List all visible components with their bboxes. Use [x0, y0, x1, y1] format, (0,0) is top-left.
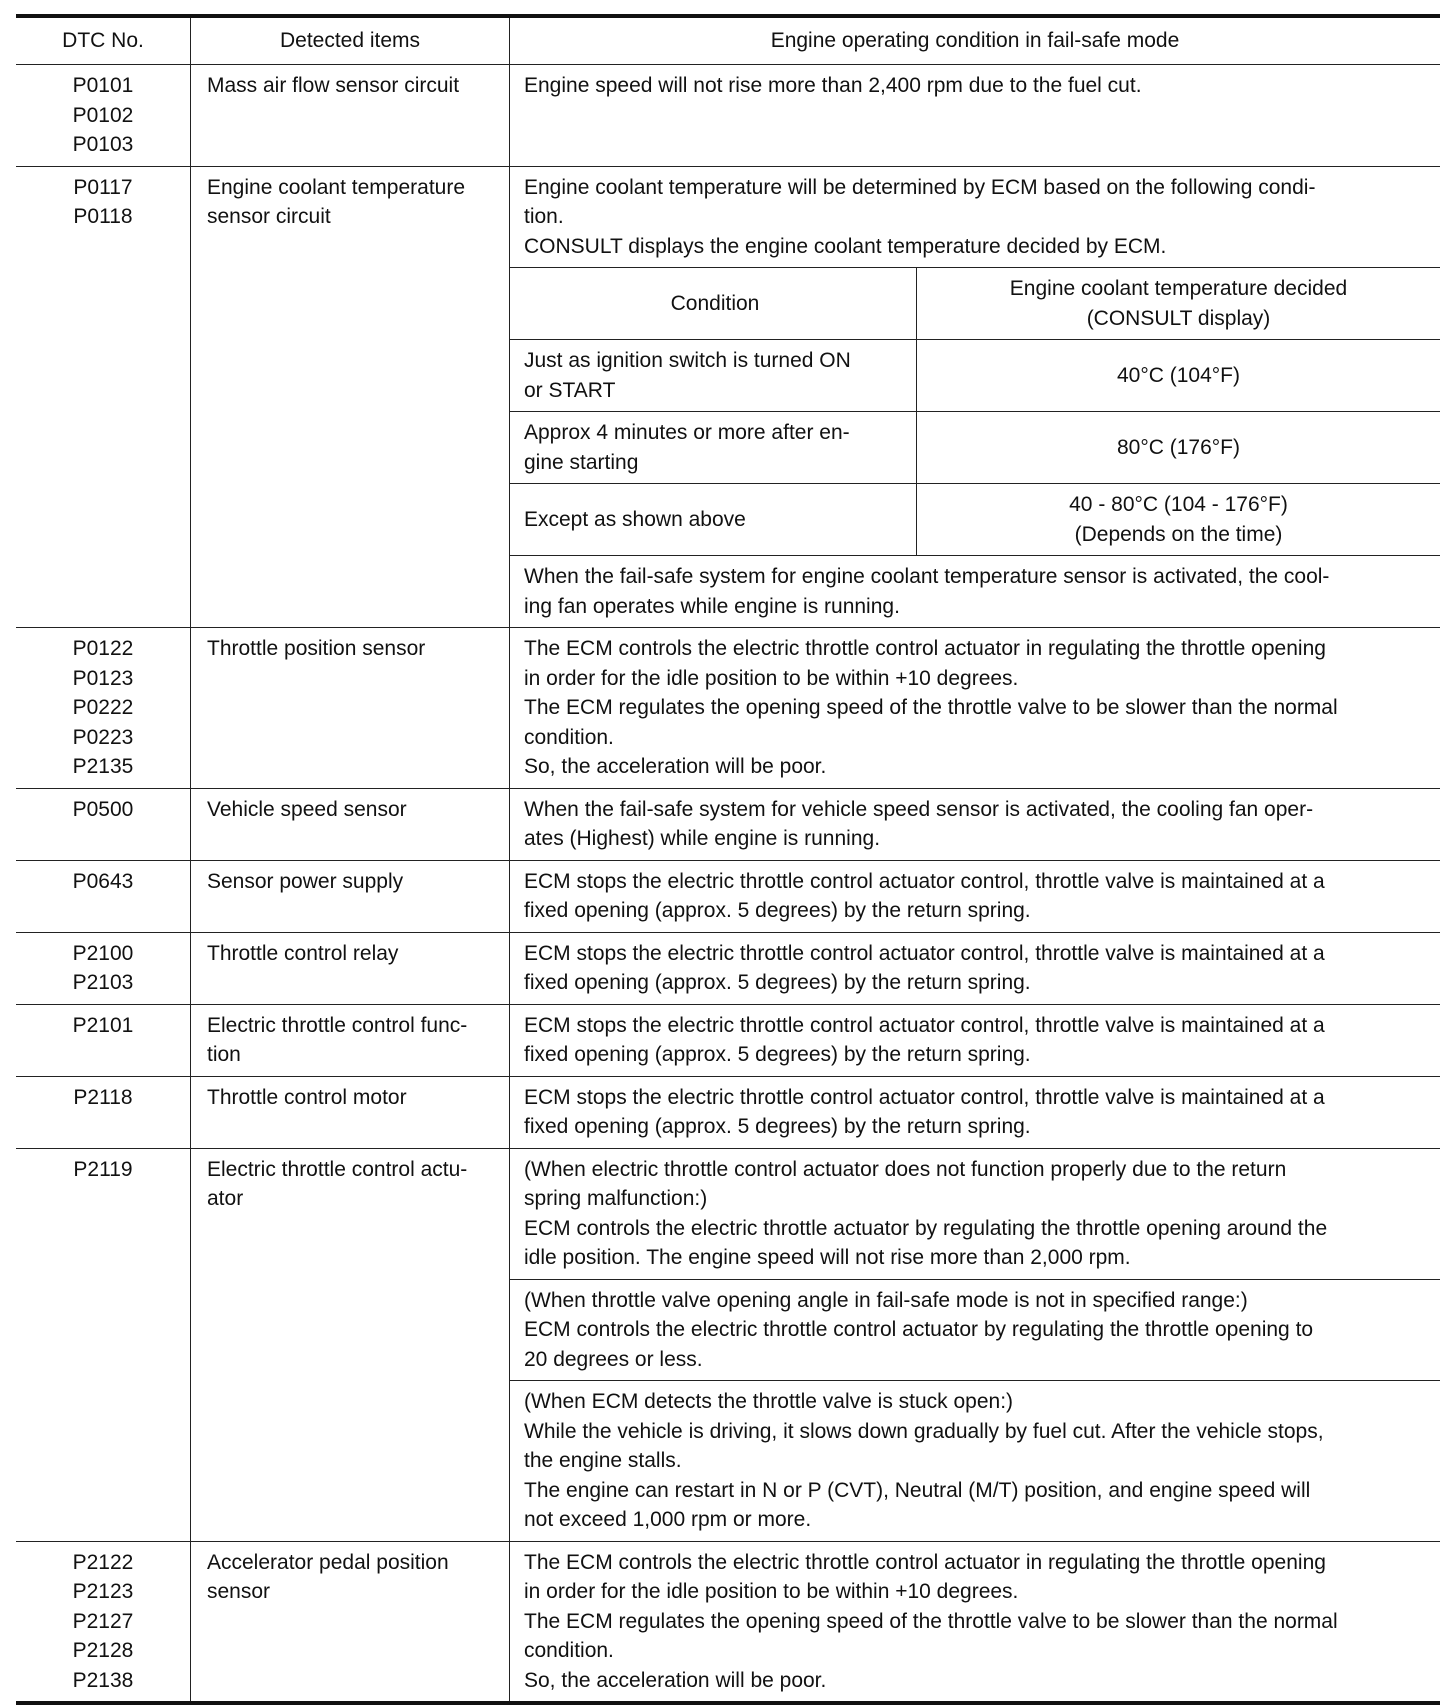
detected-item-text: tion [207, 1043, 241, 1066]
condition-cell [510, 860, 1441, 932]
inner-condition-line: or START [524, 378, 616, 402]
detected-item-cell [191, 932, 510, 1004]
cooling-fan-note [510, 555, 1440, 627]
detected-item-text: Vehicle speed sensor [207, 797, 407, 821]
condition-line: The ECM regulates the opening speed of the throttle valve to be slower than the normal [524, 1609, 1338, 1633]
condition-text [510, 1005, 1440, 1076]
inner-row [510, 412, 1440, 484]
detected-item-text: Throttle position sensor [207, 637, 426, 660]
dtc-code: P0102 [72, 103, 134, 127]
detected-item-text: Engine coolant temperature [207, 175, 465, 199]
condition-text [510, 628, 1440, 788]
dtc-code: P2123 [72, 1580, 134, 1603]
condition-block [510, 1279, 1440, 1381]
dtc-cell [16, 1148, 191, 1541]
condition-line: When the fail-safe system for vehicle speed sensor is activated, the cooling fan oper- [524, 797, 1314, 821]
dtc-code: P2118 [73, 1085, 133, 1109]
inner-condition-line: Except as shown above [524, 507, 746, 531]
detected-item-text: Sensor power supply [207, 869, 404, 893]
detected-item-text: sensor circuit [207, 205, 331, 228]
condition-line: fixed opening (approx. 5 degrees) by the return spring. [524, 899, 1031, 922]
condition-line: idle position. The engine speed will not rise more than 2,000 rpm. [524, 1246, 1131, 1269]
condition-line: So, the acceleration will be poor. [524, 755, 827, 778]
header-dtc-no: DTC No. [16, 16, 191, 65]
dtc-code: P2128 [72, 1639, 134, 1662]
detected-item-cell [191, 166, 510, 628]
dtc-code: P0103 [72, 133, 134, 156]
dtc-code: P0122 [72, 637, 134, 660]
condition-line: Engine speed will not rise more than 2,400 rpm due to the fuel cut. [524, 74, 1142, 97]
inner-temperature-line: 80°C (176°F) [1116, 435, 1240, 459]
header-detected-items: Detected items [191, 16, 510, 65]
condition-text [510, 1077, 1440, 1148]
dtc-code: P0500 [72, 797, 134, 821]
condition-line: When the fail-safe system for engine coolant temperature sensor is activated, the cool- [524, 565, 1330, 588]
condition-cell [510, 65, 1441, 167]
condition-line: While the vehicle is driving, it slows down gradually by fuel cut. After the vehicle stops, [524, 1419, 1324, 1443]
dtc-code: P2122 [72, 1550, 134, 1574]
inner-condition-cell [510, 484, 917, 556]
condition-line: ECM stops the electric throttle control actuator control, throttle valve is maintained at a [524, 941, 1325, 965]
inner-condition-line: Approx 4 minutes or more after en- [524, 421, 850, 444]
inner-header-row [510, 268, 1440, 340]
inner-header-line: (CONSULT display) [1086, 306, 1271, 330]
detected-item-text: Throttle control motor [207, 1085, 407, 1109]
table-row [16, 932, 1440, 1004]
table-row [16, 166, 1440, 628]
condition-line: ates (Highest) while engine is running. [524, 827, 881, 850]
inner-header-line: Engine coolant temperature decided [1009, 277, 1348, 300]
inner-temperature-line: 40°C (104°F) [1116, 363, 1240, 387]
inner-condition-cell [510, 340, 917, 412]
dtc-code: P2100 [72, 941, 134, 965]
condition-cell [510, 166, 1441, 628]
condition-line: tion. [524, 205, 564, 228]
inner-condition-line: Just as ignition switch is turned ON [524, 349, 851, 372]
condition-line: Engine coolant temperature will be determined by ECM based on the following condi- [524, 175, 1316, 199]
inner-condition-line: gine starting [524, 450, 639, 474]
detected-item-text: Throttle control relay [207, 941, 399, 965]
condition-block [510, 1149, 1440, 1279]
detected-item-cell [191, 860, 510, 932]
condition-block [510, 1380, 1440, 1541]
condition-line: not exceed 1,000 rpm or more. [524, 1508, 812, 1531]
detected-item-cell [191, 788, 510, 860]
condition-line: ECM stops the electric throttle control actuator control, throttle valve is maintained at a [524, 869, 1325, 893]
condition-line: fixed opening (approx. 5 degrees) by the return spring. [524, 1043, 1031, 1066]
condition-line: condition. [524, 1639, 614, 1662]
condition-text [510, 933, 1440, 1004]
dtc-code: P2135 [72, 755, 134, 778]
dtc-cell [16, 166, 191, 628]
detected-item-cell [191, 65, 510, 167]
condition-line: 20 degrees or less. [524, 1347, 703, 1371]
condition-line: The engine can restart in N or P (CVT), Neutral (M/T) position, and engine speed will [524, 1478, 1311, 1502]
dtc-cell [16, 932, 191, 1004]
dtc-cell [16, 1076, 191, 1148]
inner-header-temperature [917, 268, 1441, 340]
dtc-cell [16, 860, 191, 932]
detected-item-cell [191, 1148, 510, 1541]
condition-line: spring malfunction:) [524, 1187, 708, 1210]
dtc-cell [16, 1004, 191, 1076]
inner-temperature-cell [917, 484, 1441, 556]
condition-cell [510, 932, 1441, 1004]
condition-line: So, the acceleration will be poor. [524, 1668, 827, 1692]
condition-line: ECM controls the electric throttle actuator by regulating the throttle opening around the [524, 1216, 1328, 1240]
dtc-cell [16, 65, 191, 167]
inner-row [510, 340, 1440, 412]
condition-line: ing fan operates while engine is running. [524, 594, 900, 618]
condition-text [510, 861, 1440, 932]
condition-cell [510, 628, 1441, 789]
dtc-code: P0222 [72, 696, 134, 719]
condition-line: fixed opening (approx. 5 degrees) by the return spring. [524, 1115, 1031, 1138]
condition-line: in order for the idle position to be within +10 degrees. [524, 1580, 1019, 1603]
table-row [16, 860, 1440, 932]
detected-item-cell [191, 628, 510, 789]
condition-line: condition. [524, 725, 614, 749]
condition-line: ECM stops the electric throttle control actuator control, throttle valve is maintained at a [524, 1013, 1325, 1037]
table-row [16, 1004, 1440, 1076]
condition-line: ECM controls the electric throttle control actuator by regulating the throttle opening to [524, 1318, 1314, 1341]
dtc-code: P0223 [72, 725, 134, 749]
inner-temperature-cell [917, 340, 1441, 412]
table-body [16, 65, 1440, 1704]
condition-cell [510, 1076, 1441, 1148]
inner-temperature-line: 40 - 80°C (104 - 176°F) [1069, 493, 1288, 516]
dtc-cell [16, 628, 191, 789]
condition-line: fixed opening (approx. 5 degrees) by the return spring. [524, 971, 1031, 994]
condition-cell [510, 1541, 1441, 1703]
condition-line: the engine stalls. [524, 1449, 682, 1472]
detected-item-text: Electric throttle control actu- [207, 1157, 468, 1181]
coolant-temperature-table [510, 267, 1440, 555]
detected-item-cell [191, 1004, 510, 1076]
condition-intro [510, 167, 1440, 268]
inner-row [510, 484, 1440, 556]
detected-item-cell [191, 1076, 510, 1148]
dtc-code: P2103 [72, 971, 134, 994]
table-row [16, 628, 1440, 789]
condition-line: in order for the idle position to be within +10 degrees. [524, 666, 1019, 690]
table-row [16, 788, 1440, 860]
condition-line: The ECM controls the electric throttle control actuator in regulating the throttle opening [524, 1550, 1326, 1574]
inner-temperature-cell [917, 412, 1441, 484]
inner-condition-cell [510, 412, 917, 484]
dtc-code: P2119 [73, 1157, 133, 1181]
detected-item-text: Electric throttle control func- [207, 1013, 468, 1037]
table-row [16, 1076, 1440, 1148]
table-row [16, 1148, 1440, 1541]
dtc-cell [16, 788, 191, 860]
condition-line: The ECM regulates the opening speed of the throttle valve to be slower than the normal [524, 696, 1338, 719]
fail-safe-page [16, 14, 1440, 1705]
fail-safe-table [16, 14, 1440, 1705]
header-engine-condition: Engine operating condition in fail-safe mode [510, 16, 1441, 65]
detected-item-text: sensor [207, 1580, 271, 1603]
condition-line: The ECM controls the electric throttle control actuator in regulating the throttle opening [524, 637, 1326, 660]
dtc-code: P2138 [72, 1668, 134, 1692]
table-header-row [16, 16, 1440, 65]
detected-item-cell [191, 1541, 510, 1703]
dtc-cell [16, 1541, 191, 1703]
condition-text [510, 65, 1440, 107]
inner-header-condition: Condition [510, 268, 917, 340]
table-row [16, 1541, 1440, 1703]
condition-line: (When throttle valve opening angle in fail-safe mode is not in specified range:) [524, 1288, 1248, 1312]
dtc-code: P2101 [72, 1013, 134, 1037]
detected-item-text: Accelerator pedal position [207, 1550, 449, 1574]
inner-temperature-line: (Depends on the time) [1074, 522, 1283, 546]
condition-line: ECM stops the electric throttle control actuator control, throttle valve is maintained at a [524, 1085, 1325, 1109]
detected-item-text: ator [207, 1187, 244, 1210]
condition-text [510, 1542, 1440, 1702]
condition-cell [510, 788, 1441, 860]
dtc-code: P0118 [73, 205, 133, 228]
condition-line: (When electric throttle control actuator does not function properly due to the return [524, 1157, 1287, 1181]
condition-line: (When ECM detects the throttle valve is stuck open:) [524, 1390, 1014, 1413]
dtc-code: P0117 [73, 175, 133, 199]
condition-text [510, 789, 1440, 860]
condition-cell [510, 1148, 1441, 1541]
dtc-code: P0643 [72, 869, 134, 893]
table-row [16, 65, 1440, 167]
condition-line: CONSULT displays the engine coolant temperature decided by ECM. [524, 234, 1167, 258]
dtc-code: P2127 [72, 1609, 134, 1633]
detected-item-text: Mass air flow sensor circuit [207, 74, 460, 97]
dtc-code: P0101 [72, 74, 134, 97]
condition-cell [510, 1004, 1441, 1076]
dtc-code: P0123 [72, 666, 134, 690]
